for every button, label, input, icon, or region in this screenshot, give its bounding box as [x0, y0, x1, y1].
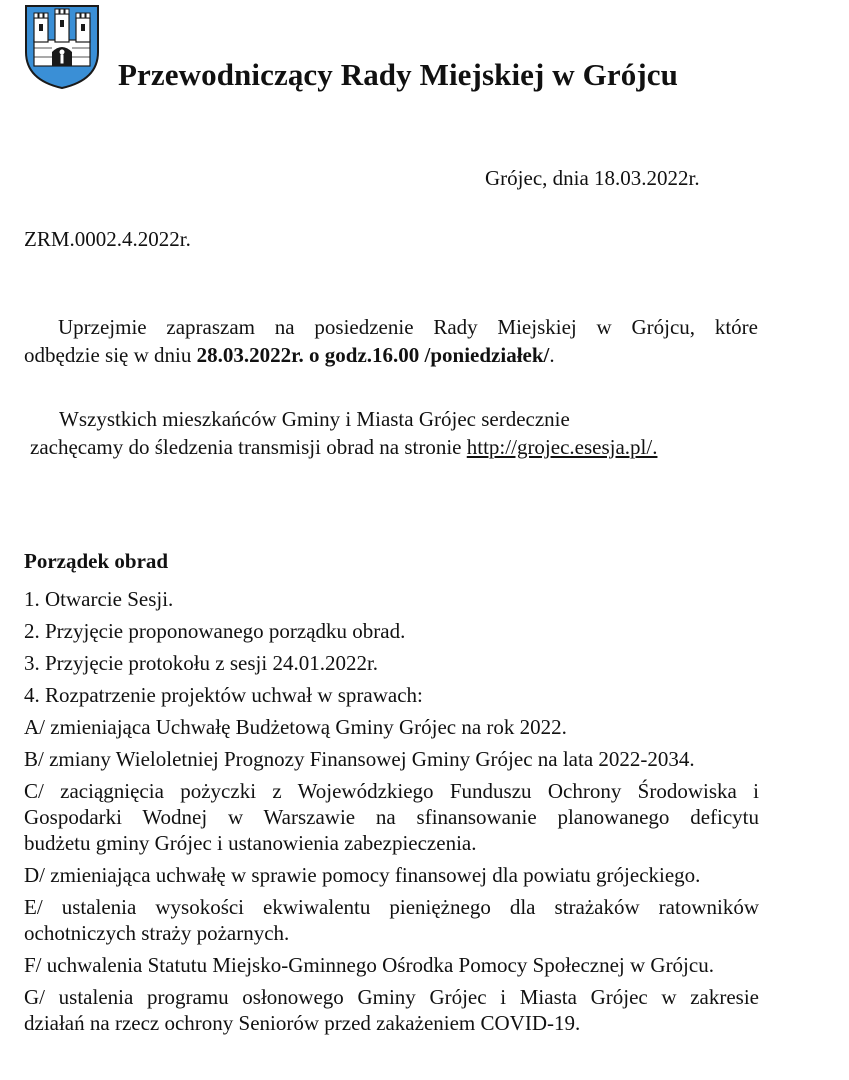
invitation-line-2 — [24, 341, 758, 369]
agenda-item-line: E/ ustalenia wysokości ekwiwalentu pieniężnego dla strażaków ratowników — [24, 895, 759, 919]
reference-number: ZRM.0002.4.2022r. — [24, 227, 191, 251]
broadcast-paragraph — [24, 405, 784, 461]
agenda-item-line: budżetu gminy Grójec i ustanowienia zabezpieczenia. — [24, 831, 477, 855]
meeting-datetime: 28.03.2022r. o godz.16.00 /poniedziałek/ — [196, 343, 550, 367]
agenda-title: Porządek obrad — [24, 549, 169, 573]
agenda-item-line: 2. Przyjęcie proponowanego porządku obrad. — [24, 619, 406, 643]
agenda-item-line: 1. Otwarcie Sesji. — [24, 587, 174, 611]
grojec-coat-of-arms-icon — [22, 2, 102, 90]
agenda-item — [24, 682, 759, 708]
agenda-item-line: D/ zmieniająca uchwałę w sprawie pomocy finansowej dla powiatu grójeckiego. — [24, 863, 701, 887]
agenda-item-line: Gospodarki Wodnej w Warszawie na sfinansowanie planowanego deficytu — [24, 805, 759, 829]
agenda-item — [24, 714, 759, 740]
agenda-item — [24, 984, 759, 1036]
invitation-period: . — [549, 343, 555, 367]
agenda-item-line: 3. Przyjęcie protokołu z sesji 24.01.2022r. — [24, 651, 379, 675]
agenda-item — [24, 778, 759, 856]
agenda-item-line: B/ zmiany Wieloletniej Prognozy Finansowej Gminy Grójec na lata 2022-2034. — [24, 747, 695, 771]
broadcast-link[interactable]: http://grojec.esesja.pl/. — [466, 435, 658, 459]
broadcast-text: zachęcamy do śledzenia transmisji obrad na stronie — [30, 435, 467, 459]
agenda-item-line: ochotniczych straży pożarnych. — [24, 921, 290, 945]
invitation-paragraph — [24, 313, 758, 369]
page-title: Przewodniczący Rady Miejskiej w Grójcu — [118, 57, 678, 92]
agenda-item — [24, 746, 759, 772]
agenda-item — [24, 862, 759, 888]
broadcast-line-2 — [24, 433, 784, 461]
invitation-line-1: Uprzejmie zapraszam na posiedzenie Rady Miejskiej w Grójcu, które — [58, 315, 758, 339]
agenda-item-line: A/ zmieniająca Uchwałę Budżetową Gminy Grójec na rok 2022. — [24, 715, 567, 739]
invitation-text: odbędzie się w dniu — [24, 343, 197, 367]
place-date: Grójec, dnia 18.03.2022r. — [485, 166, 700, 190]
agenda-item — [24, 650, 759, 676]
broadcast-line-1: Wszystkich mieszkańców Gminy i Miasta Grójec serdecznie — [59, 407, 570, 431]
agenda-item — [24, 586, 759, 612]
agenda-list — [24, 586, 759, 1042]
agenda-item-line: działań na rzecz ochrony Seniorów przed zakażeniem COVID-19. — [24, 1011, 581, 1035]
agenda-item-line: F/ uchwalenia Statutu Miejsko-Gminnego Ośrodka Pomocy Społecznej w Grójcu. — [24, 953, 714, 977]
agenda-item — [24, 894, 759, 946]
agenda-item-line: G/ ustalenia programu osłonowego Gminy Grójec i Miasta Grójec w zakresie — [24, 985, 759, 1009]
agenda-item — [24, 952, 759, 978]
agenda-item — [24, 618, 759, 644]
agenda-item-line: C/ zaciągnięcia pożyczki z Wojewódzkiego Funduszu Ochrony Środowiska i — [24, 779, 759, 803]
agenda-item-line: 4. Rozpatrzenie projektów uchwał w sprawach: — [24, 683, 423, 707]
